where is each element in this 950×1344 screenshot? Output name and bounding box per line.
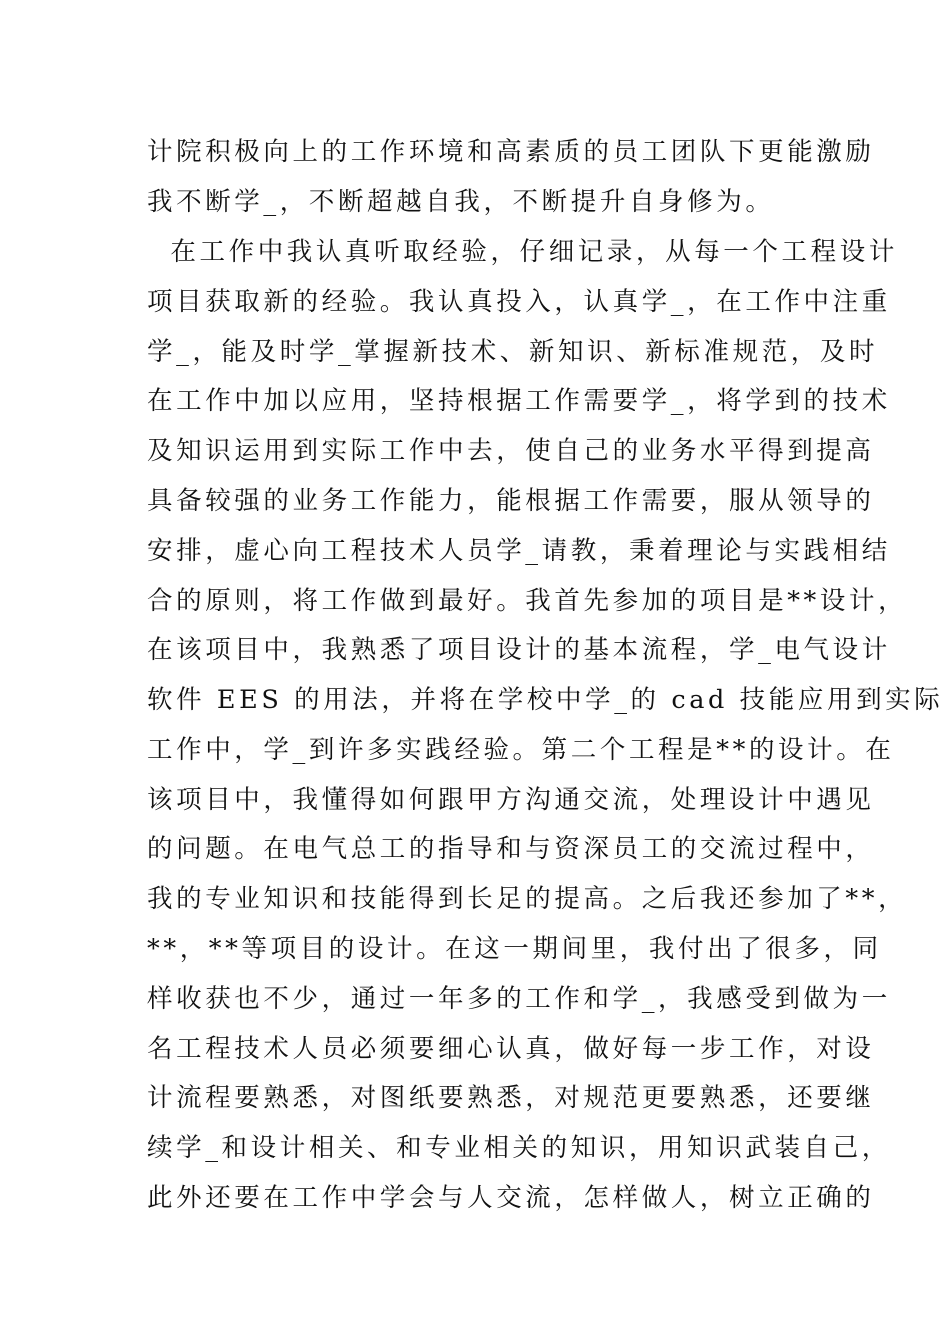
text-line: 在工作中我认真听取经验，仔细记录，从每一个工程设计 bbox=[147, 237, 898, 267]
text-line: 在工作中加以应用，坚持根据工作需要学_，将学到的技术 bbox=[147, 386, 891, 416]
text-line: 项目获取新的经验。我认真投入，认真学_，在工作中注重 bbox=[147, 287, 891, 317]
text-line: 名工程技术人员必须要细心认真，做好每一步工作，对设 bbox=[147, 1034, 875, 1064]
text-line: 具备较强的业务工作能力，能根据工作需要，服从领导的 bbox=[147, 486, 875, 516]
text-line: 安排，虚心向工程技术人员学_请教，秉着理论与实践相结 bbox=[147, 536, 891, 566]
text-line: 在该项目中，我熟悉了项目设计的基本流程，学_电气设计 bbox=[147, 635, 891, 665]
text-line: 的问题。在电气总工的指导和与资深员工的交流过程中， bbox=[147, 834, 875, 864]
text-line: 续学_和设计相关、和专业相关的知识，用知识武装自己， bbox=[147, 1133, 891, 1163]
text-line: 我不断学_，不断超越自我，不断提升自身修为。 bbox=[147, 187, 775, 217]
text-line: 计院积极向上的工作环境和高素质的员工团队下更能激励 bbox=[147, 137, 875, 167]
text-line: 该项目中，我懂得如何跟甲方沟通交流，处理设计中遇见 bbox=[147, 785, 875, 815]
text-line: 软件 EES 的用法，并将在学校中学_的 cad 技能应用到实际 bbox=[147, 685, 944, 715]
text-line: **，**等项目的设计。在这一期间里，我付出了很多，同 bbox=[147, 934, 882, 964]
text-line: 合的原则，将工作做到最好。我首先参加的项目是**设计， bbox=[147, 586, 908, 616]
text-line: 学_，能及时学_掌握新技术、新知识、新标准规范，及时 bbox=[147, 337, 879, 367]
text-line: 此外还要在工作中学会与人交流，怎样做人，树立正确的 bbox=[147, 1183, 875, 1213]
text-line: 计流程要熟悉，对图纸要熟悉，对规范更要熟悉，还要继 bbox=[147, 1083, 875, 1113]
text-line: 我的专业知识和技能得到长足的提高。之后我还参加了**， bbox=[147, 884, 908, 914]
text-line: 工作中，学_到许多实践经验。第二个工程是**的设计。在 bbox=[147, 735, 895, 765]
text-line: 及知识运用到实际工作中去，使自己的业务水平得到提高 bbox=[147, 436, 875, 466]
text-line: 样收获也不少，通过一年多的工作和学_，我感受到做为一 bbox=[147, 984, 891, 1014]
